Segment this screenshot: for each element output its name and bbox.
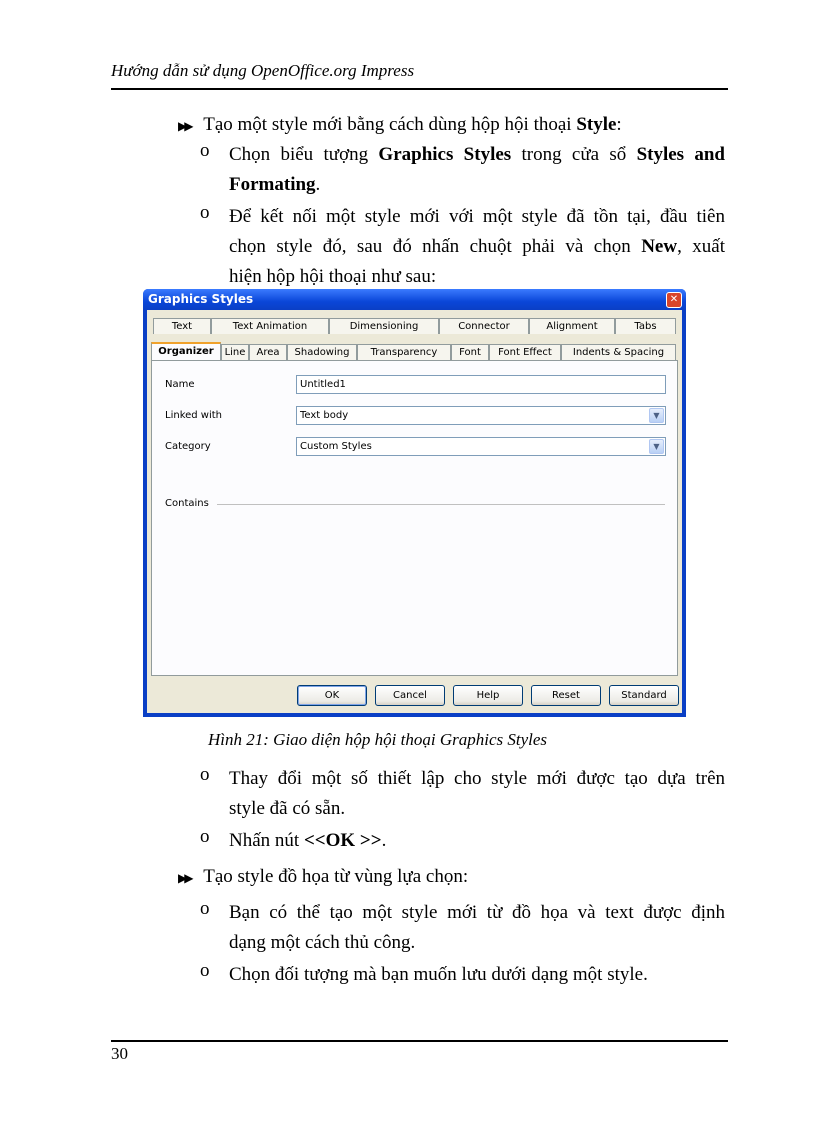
- circle-bullet-icon: o: [200, 960, 210, 981]
- page-number: 30: [111, 1044, 128, 1063]
- list-item-continuation: dạng một cách thủ công.: [229, 932, 416, 953]
- list-item: Chọn đối tượng mà bạn muốn lưu dưới dạng một style.: [229, 964, 648, 985]
- running-header: Hướng dẫn sử dụng OpenOffice.org Impress: [111, 61, 415, 80]
- list-item: Chọn biểu tượng Graphics Styles trong cửa sổ Styles and: [229, 144, 725, 165]
- graphics-styles-dialog: [143, 289, 686, 717]
- list-item: Thay đổi một số thiết lập cho style mới được tạo dựa trên: [229, 768, 725, 789]
- list-item-continuation: hiện hộp hội thoại như sau:: [229, 266, 437, 287]
- chevron-down-icon[interactable]: ▼: [649, 408, 664, 423]
- circle-bullet-icon: o: [200, 898, 210, 919]
- list-item: Để kết nối một style mới với một style đã tồn tại, đầu tiên: [229, 206, 725, 227]
- circle-bullet-icon: o: [200, 826, 210, 847]
- linked-with-select[interactable]: Text body ▼: [296, 406, 666, 425]
- tab-line[interactable]: Line: [221, 344, 249, 360]
- tab-text-animation[interactable]: Text Animation: [211, 318, 329, 334]
- circle-bullet-icon: o: [200, 202, 210, 223]
- list-item: Nhấn nút <<OK >>.: [229, 830, 387, 851]
- list-item-continuation: chọn style đó, sau đó nhấn chuột phải và chọn New, xuất: [229, 236, 725, 257]
- close-icon[interactable]: ✕: [666, 292, 682, 308]
- dialog-title: Graphics Styles: [148, 292, 254, 306]
- figure-caption: Hình 21: Giao diện hộp hội thoại Graphics Styles: [208, 730, 548, 749]
- help-button[interactable]: Help: [453, 685, 523, 706]
- tab-shadowing[interactable]: Shadowing: [287, 344, 357, 360]
- dialog-client: [147, 310, 682, 713]
- tab-alignment[interactable]: Alignment: [529, 318, 615, 334]
- organizer-panel: [151, 360, 678, 676]
- tab-organizer[interactable]: Organizer: [151, 342, 221, 360]
- intro-bullet: ▶▶ Tạo một style mới bằng cách dùng hộp hội thoại Style:: [178, 114, 622, 135]
- footer-rule: [111, 1040, 728, 1042]
- tab-text[interactable]: Text: [153, 318, 211, 334]
- list-item-continuation: style đã có sẵn.: [229, 798, 346, 819]
- tab-font-effect[interactable]: Font Effect: [489, 344, 561, 360]
- name-input[interactable]: Untitled1: [296, 375, 666, 394]
- ok-button[interactable]: OK: [297, 685, 367, 706]
- list-item: Bạn có thể tạo một style mới từ đồ họa và text được định: [229, 902, 725, 923]
- cancel-button[interactable]: Cancel: [375, 685, 445, 706]
- name-label: Name: [165, 379, 195, 390]
- category-label: Category: [165, 441, 211, 452]
- header-rule: [111, 88, 728, 90]
- tab-connector[interactable]: Connector: [439, 318, 529, 334]
- tab-dimensioning[interactable]: Dimensioning: [329, 318, 439, 334]
- contains-label: Contains: [165, 498, 209, 509]
- reset-button[interactable]: Reset: [531, 685, 601, 706]
- linked-with-label: Linked with: [165, 410, 223, 421]
- tab-indents-spacing[interactable]: Indents & Spacing: [561, 344, 676, 360]
- contains-separator: [217, 504, 665, 505]
- circle-bullet-icon: o: [200, 140, 210, 161]
- list-item-continuation: Formating.: [229, 174, 321, 195]
- dialog-titlebar: [143, 289, 686, 310]
- section-bullet: ▶▶ Tạo style đồ họa từ vùng lựa chọn:: [178, 866, 469, 887]
- double-arrow-icon: ▶▶: [178, 119, 191, 133]
- tab-transparency[interactable]: Transparency: [357, 344, 451, 360]
- chevron-down-icon[interactable]: ▼: [649, 439, 664, 454]
- category-select[interactable]: Custom Styles ▼: [296, 437, 666, 456]
- tab-tabs[interactable]: Tabs: [615, 318, 676, 334]
- tab-area[interactable]: Area: [249, 344, 287, 360]
- circle-bullet-icon: o: [200, 764, 210, 785]
- tab-font[interactable]: Font: [451, 344, 489, 360]
- standard-button[interactable]: Standard: [609, 685, 679, 706]
- double-arrow-icon: ▶▶: [178, 871, 191, 885]
